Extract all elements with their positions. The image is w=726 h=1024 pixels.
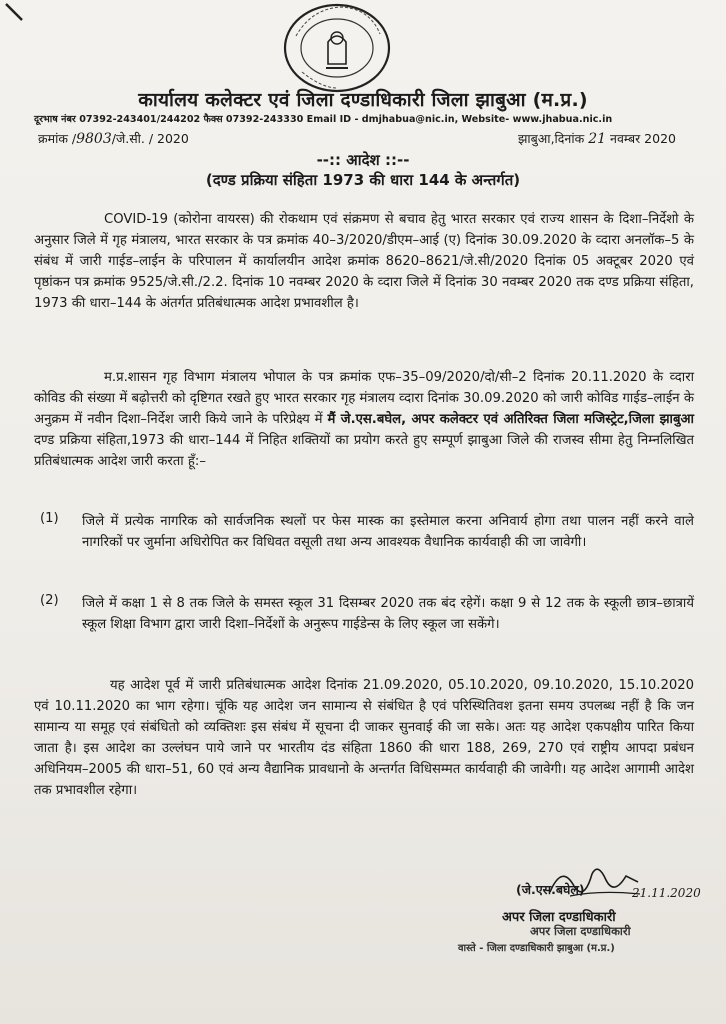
designation-stamp: अपर जिला दण्डाधिकारी xyxy=(530,924,631,938)
ref-prefix: क्रमांक / xyxy=(38,131,77,146)
item-2-number: (2) xyxy=(40,593,59,608)
paragraph-3: यह आदेश पूर्व में जारी प्रतिबंधात्मक आदेश दिनांक 21.09.2020, 05.10.2020, 09.10.2020, 15.10.2020 एवं 10.11.2020 का भाग रहेगा। चूंकि यह आदेश जन सामान्य से संबंधित है एवं परिस्थितिवश इतना समय उपलब्ध नहीं है कि जन सामान्य या समूह एवं संबंधितो को व्यक्तिशः इस संबंध में सूचना दी जाकर सुनवाई की जा सके। अतः यह आदेश एकपक्षीय पारित किया जाता है। इस आदेश का उल्लंघन पाये जाने पर भारतीय दंड संहिता 1860 की धारा 188, 269, 270 एवं राष्ट्रीय आपदा प्रबंधन अधिनियम–2005 की धारा–51, 60 एवं अन्य वैद्यानिक प्रावधानो के अन्तर्गत विधिसम्मत कार्यवाही की जावेगी। यह आदेश आगामी आदेश तक प्रभावशील रहेगा। xyxy=(34,678,694,798)
pin-mark-icon xyxy=(0,0,30,26)
paragraph-2-text-a: म.प्र.शासन गृह विभाग मंत्रालय भोपाल के पत्र क्रमांक एफ–35–09/2020/दो/सी–2 दिनांक 20.11.2020 के व्दारा कोविड की संख्या में बढ़ोत्तरी को दृष्टिगत रखते हुए भारत सरकार गृह मंत्रालय व्दारा दिनांक 30.09.2020 को जारी कोविड गाईड–लाईन के अनुक्रम में नवीन दिशा–निर्देश जारी किये जाने के परिप्रेक्ष्य में xyxy=(34,370,694,427)
date-suffix: नवम्बर 2020 xyxy=(610,131,676,146)
paragraph-1: COVID-19 (कोरोना वायरस) की रोकथाम एवं संक्रमण से बचाव हेतु भारत सरकार एवं राज्य शासन के दिशा–निर्देशो के अनुसार जिले में गृह मंत्रालय, भारत सरकार के पत्र क्रमांक 40–3/2020/डीएम–आई (ए) दिनांक 30.09.2020 के व्दारा अनलॉक–5 के संबंध में जारी गाईड–लाईन के परिपालन में कार्यालयीन आदेश क्रमांक 8620–8621/जे.सी/2020 दिनांक 05 अक्टूबर 2020 एवं पृष्ठांकन पत्र क्रमांक 9525/जे.सी./2.2. दिनांक 10 नवम्बर 2020 के व्दारा जिले में दिनांक 30 नवम्बर 2020 तक दण्ड प्रक्रिया संहिता, 1973 की धारा–144 के अंतर्गत प्रतिबंधात्मक आदेश प्रभावशील है। xyxy=(34,212,694,311)
officer-name: मैं जे.एस.बघेल, अपर कलेक्टर एवं अतिरिक्त जिला मजिस्ट्रेट,जिला झाबुआ xyxy=(327,412,694,427)
signatory-name: (जे.एस.बघेल) xyxy=(516,882,585,897)
date-day: 21 xyxy=(588,131,607,147)
ref-suffix: /जे.सी. / 2020 xyxy=(111,131,189,146)
order-subheading: (दण्ड प्रक्रिया संहिता 1973 की धारा 144 के अन्तर्गत) xyxy=(205,171,521,189)
contact-line: दूरभाष नंबर 07392-243401/244202 फैक्स 07392-243330 Email ID - dmjhabua@nic.in, Website- www.jhabua.nic.in xyxy=(34,114,613,125)
item-1-text: जिले में प्रत्येक नागरिक को सार्वजनिक स्थलों पर फेस मास्क का इस्तेमाल करना अनिवार्य होगा तथा पालन नहीं करने वाले नागरिकों पर जुर्माना अधिरोपित कर विधिवत वसूली तथा अन्य आवश्यक वैधानिक कार्यवाही की जा जावेगी। xyxy=(82,514,694,550)
government-seal-icon xyxy=(282,2,392,94)
paragraph-2-text-b: दण्ड प्रक्रिया संहिता,1973 की धारा–144 में निहित शक्तियों का प्रयोग करते हुए सम्पूर्ण झाबुआ जिले की राजस्व सीमा हेतु निम्नलिखित प्रतिबंधात्मक आदेश जारी करता हूँ:– xyxy=(34,433,694,469)
ref-number: 9803 xyxy=(76,131,112,147)
item-2-text: जिले में कक्षा 1 से 8 तक जिले के समस्त स्कूल 31 दिसम्बर 2020 तक बंद रहेगें। कक्षा 9 से 12 तक के स्कूली छात्र–छात्रायें स्कूल शिक्षा विभाग द्वारा जारी दिशा–निर्देशों के अनुरूप गाईडेन्स के लिए स्कूल जा सकेंगे। xyxy=(82,596,694,632)
signatory-designation: अपर जिला दण्डाधिकारी xyxy=(502,910,616,925)
office-title: कार्यालय कलेक्टर एवं जिला दण्डाधिकारी जिला झाबुआ (म.प्र.) xyxy=(138,89,588,111)
order-date xyxy=(518,130,676,147)
item-1-number: (1) xyxy=(40,511,59,526)
date-prefix: झाबुआ,दिनांक xyxy=(517,131,585,146)
signature-date: 21.11.2020 xyxy=(632,886,701,900)
on-behalf-line: वास्ते - जिला दण्डाधिकारी झाबुआ (म.प्र.) xyxy=(458,943,615,954)
reference-number xyxy=(38,130,189,147)
order-heading: --:: आदेश ::-- xyxy=(316,151,410,169)
paragraph-2 xyxy=(34,367,694,472)
